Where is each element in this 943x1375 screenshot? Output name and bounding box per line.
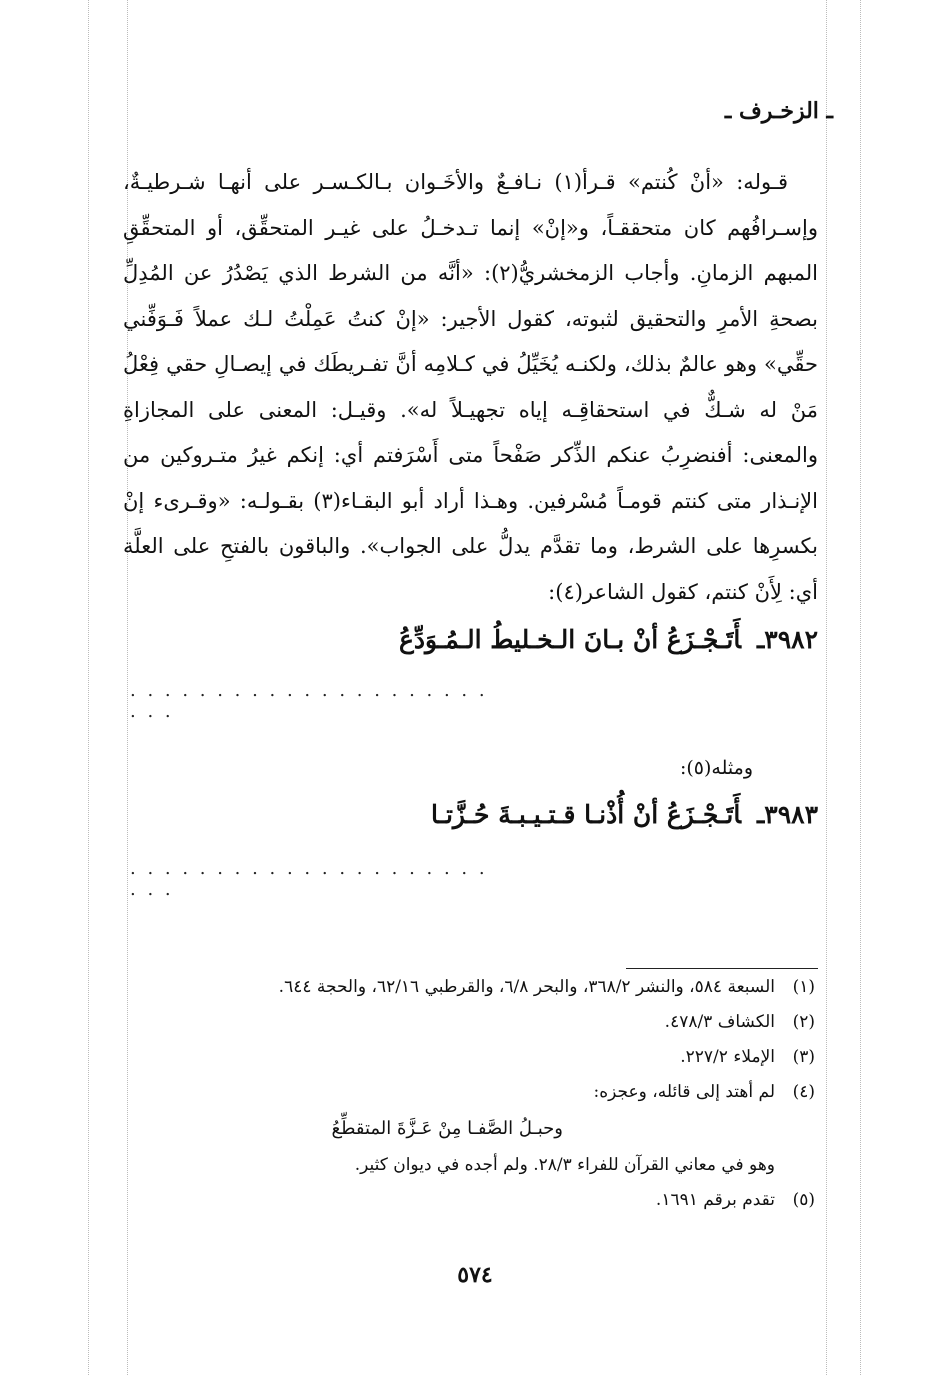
footnote-number: (٢)	[792, 1012, 815, 1032]
footnote-text: لم أهتد إلى قائله، وعجزه:	[593, 1082, 775, 1102]
page-number: ٥٧٤	[457, 1262, 493, 1288]
footnote-text: الكشاف ٤٧٨/٣.	[664, 1012, 775, 1032]
scan-line	[826, 0, 827, 1375]
verse-text: أَتَـجْـزَعُ أنْ أُذْنـا قـتـيـبـةَ حُـزَّتـا	[431, 800, 741, 829]
footnote-5	[125, 1190, 815, 1210]
commentary-paragraph: قـوله: «أنْ كُنتم» قـرأ(١) نـافـعٌ والأخَـوان بـالكـسـر على أنهـا شـرطيـةٌ، وإسـرافُهم كان متحققـاً، و«إنْ» إنما تـدخـلُ على غيـر المتحقِّق، أو المتحقِّقِ المبهم الزمانِ. وأجاب الزمخشريُّ(٢): «أنَّه من الشرط الذي يَصْدُرُ عن المُدِلِّ بصحةِ الأمرِ والتحقيق لثبوته، كقول الأجير: «إنْ كنتُ عَمِلْتُ لـك عملاً فَـوَفِّني حقِّي» وهو عالمٌ بذلك، ولكنـه يُخَيِّلُ في كـلامِه أنَّ تفـريطَك في إيصـالِ حقي فِعْلُ مَنْ له شـكٌّ في استحقاقِـه إياه تجهيـلاً له». وقيـل: المعنى على المجازاةِ والمعنى: أفنضرِبُ عنكم الذِّكر صَفْحاً متى أَسْرَفتم أي: إنكم غيرُ متـروكين من الإنـذار متى كنتم قومـاً مُسْرفين. وهـذا أراد أبو البقـاء(٣) بقـولـه: «وقـرىء إنْ بكسرِها على الشرط، وما تقدَّم يدلُّ على الجواب». والباقون بالفتحِ على العلَّة أي: لِأَنْ كنتم، كقول الشاعر(٤):	[123, 170, 818, 604]
footnote-number: (٤)	[792, 1082, 815, 1102]
footnote-1	[125, 977, 815, 997]
footnote-text: الإملاء ٢٢٧/٢.	[680, 1047, 775, 1067]
footnote-2	[125, 1012, 815, 1032]
scan-line	[860, 0, 861, 1375]
verse-text: أَتَـجْـزَعُ أنْ بـانَ الـخـليطُ الـمُـوَدِّعُ	[398, 625, 741, 654]
footnote-3	[125, 1047, 815, 1067]
footnote-text: السبعة ٥٨٤، والنشر ٣٦٨/٢، والبحر ٦/٨، والقرطبي ٦٢/١٦، والحجة ٦٤٤.	[278, 977, 775, 997]
footnote-text: تقدم برقم ١٦٩١.	[655, 1190, 775, 1210]
footnote-number: (٣)	[792, 1047, 815, 1067]
footnote-4-note: وهو في معاني القرآن للفراء ٢٨/٣. ولم أجده في ديوان كثير.	[354, 1155, 775, 1175]
verse-ellipsis: . . . . . . . . . . . . . . . . . . . . . . . .	[130, 680, 488, 722]
footnote-separator	[626, 968, 818, 969]
verse-3983	[123, 800, 818, 829]
verse-ellipsis: . . . . . . . . . . . . . . . . . . . . . . . .	[130, 858, 488, 900]
mithluh-label: ومثله(٥):	[679, 757, 753, 779]
verse-3982	[123, 625, 818, 654]
footnote-number: (٥)	[792, 1190, 815, 1210]
footnote-number: (١)	[792, 977, 815, 997]
main-text	[123, 160, 818, 615]
verse-number: ٣٩٨٣ـ	[756, 800, 818, 829]
verse-number: ٣٩٨٢ـ	[756, 625, 818, 654]
scan-line	[88, 0, 89, 1375]
footnote-4-verse: وحبـلُ الصَّفـا مِنْ عَـزَّةَ المتقطِّعُ	[331, 1118, 563, 1139]
footnote-4	[125, 1082, 815, 1102]
surah-header: ـ الزخـرف ـ	[724, 98, 833, 124]
